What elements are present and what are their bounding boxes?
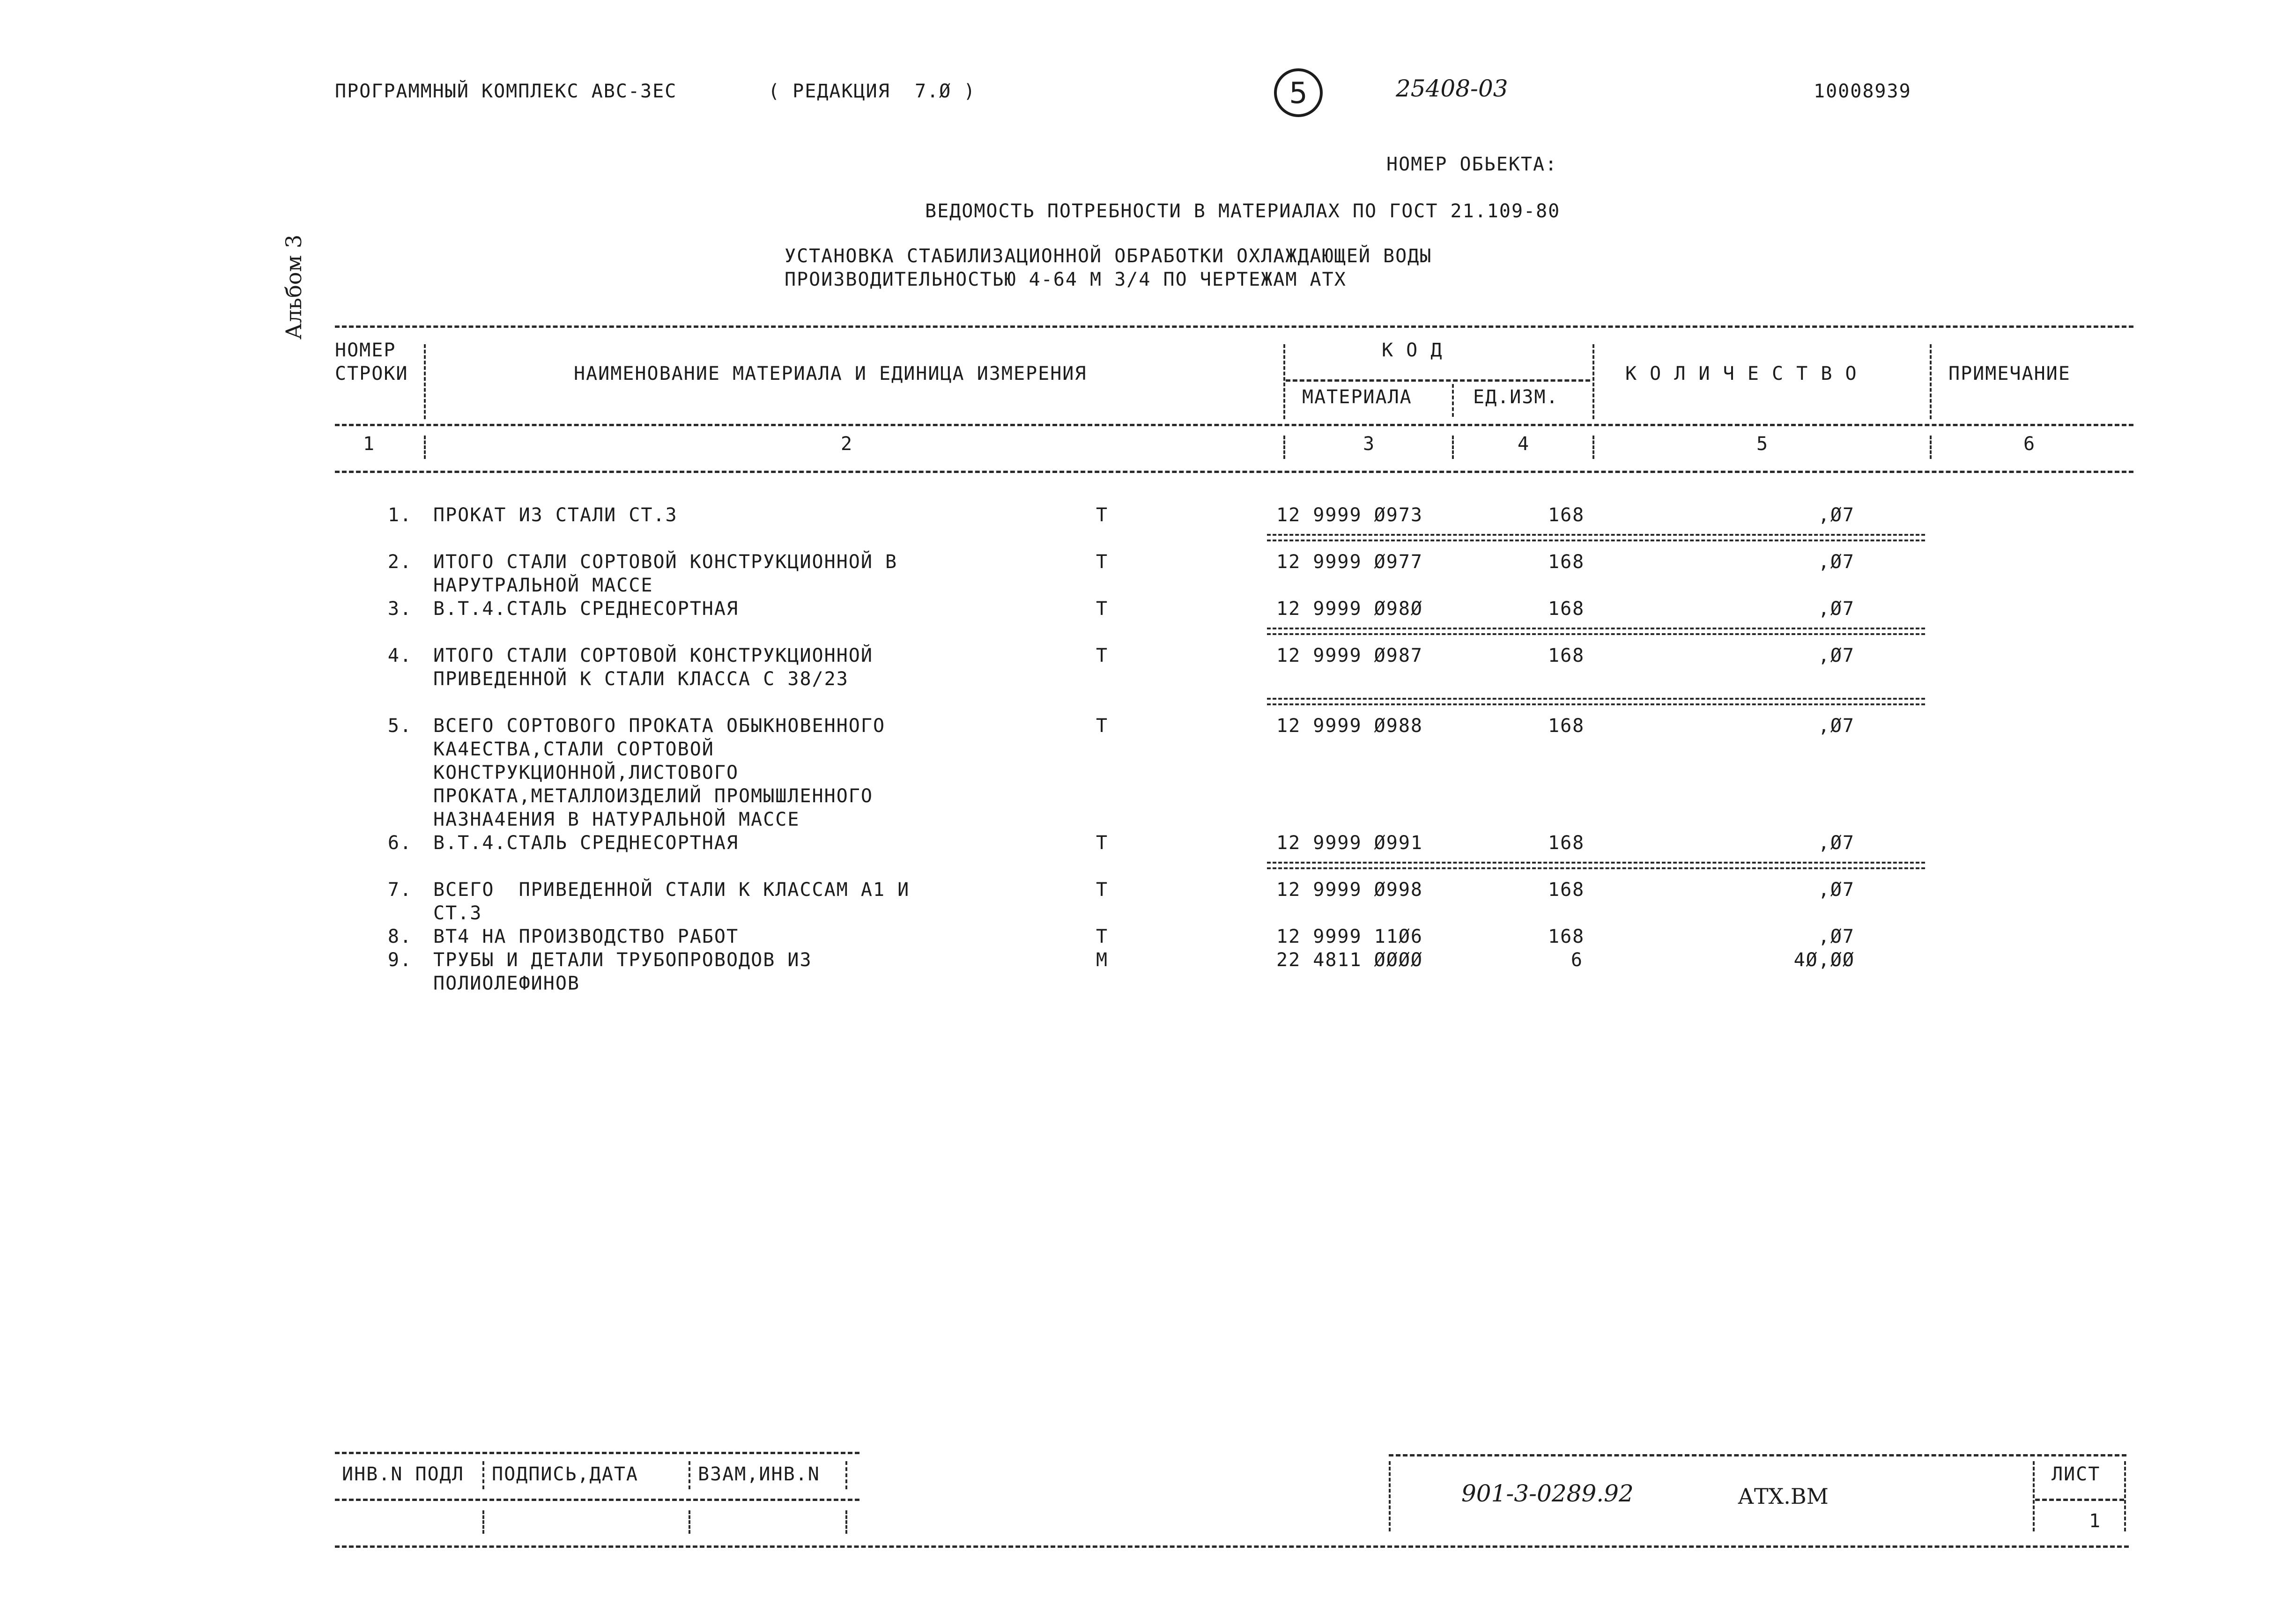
row-qty: ,Ø7 <box>1818 879 1855 901</box>
row-number: 8. <box>387 926 412 947</box>
sig-rule-top <box>335 1452 859 1454</box>
row-unit: Т <box>1096 832 1109 854</box>
subtitle-line-1: УСТАНОВКА СТАБИЛИЗАЦИОННОЙ ОБРАБОТКИ ОХЛАЖДАЮЩЕЙ ВОДЫ <box>785 245 1432 267</box>
row-name: ИТОГО СТАЛИ СОРТОВОЙ КОНСТРУКЦИОННОЙ ПРИВЕДЕННОЙ К СТАЛИ КЛАССА С 38/23 <box>433 645 873 690</box>
num-divider-4 <box>1592 436 1594 459</box>
edition: ( РЕДАКЦИЯ 7.Ø ) <box>768 81 976 102</box>
row-qty: ,Ø7 <box>1818 645 1855 666</box>
sig-rule-mid <box>335 1499 859 1501</box>
row-qty: ,Ø7 <box>1818 551 1855 573</box>
row-qty: ,Ø7 <box>1818 832 1855 854</box>
sheet-number: 1 <box>2089 1510 2102 1532</box>
row-name: ИТОГО СТАЛИ СОРТОВОЙ КОНСТРУКЦИОННОЙ В НАРУТРАЛЬНОЙ МАССЕ <box>433 551 898 596</box>
num-divider-1 <box>424 436 426 459</box>
row-code: 12 9999 11Ø6 <box>1276 926 1423 947</box>
row-ed: 168 <box>1548 715 1585 737</box>
replace-label: ВЗАМ,ИНВ.N <box>698 1464 820 1485</box>
handwritten-code: 25408-03 <box>1396 75 1508 102</box>
row-ed: 168 <box>1548 551 1585 573</box>
stamp-rule-top <box>1389 1454 2126 1456</box>
row-qty: ,Ø7 <box>1818 715 1855 737</box>
sheet-circle-badge <box>1274 68 1323 117</box>
total-double-rule <box>1267 698 1925 705</box>
stamp-code: 901-3-0289.92 <box>1461 1480 1634 1507</box>
num-divider-2 <box>1283 436 1285 459</box>
header-rownum-2: СТРОКИ <box>335 363 408 384</box>
header-bottom-rule <box>335 471 2133 473</box>
signature-label: ПОДПИСЬ,ДАТА <box>492 1464 638 1485</box>
header-name: НАИМЕНОВАНИЕ МАТЕРИАЛА И ЕДИНИЦА ИЗМЕРЕНИЯ <box>574 363 1087 384</box>
document-number: 10008939 <box>1814 81 1911 102</box>
row-name: ВСЕГО СОРТОВОГО ПРОКАТА ОБЫКНОВЕННОГО КА4ЕСТВА,СТАЛИ СОРТОВОЙ КОНСТРУКЦИОННОЙ,ЛИСТОВОГО ПРОКАТА,МЕТАЛЛОИЗДЕЛИЙ ПРОМЫШЛЕННОГО НАЗНА4ЕНИЯ В НАТУРАЛЬНОЙ МАССЕ <box>433 715 886 830</box>
circle-number: 5 <box>1289 75 1308 110</box>
row-number: 9. <box>387 949 412 971</box>
colnum-3: 3 <box>1363 433 1376 455</box>
row-number: 1. <box>387 504 412 526</box>
total-double-rule <box>1267 534 1925 541</box>
row-ed: 168 <box>1548 504 1585 526</box>
code-split-rule <box>1286 379 1590 382</box>
row-code: 12 9999 Ø987 <box>1276 645 1423 666</box>
stamp-suffix: АТХ.ВМ <box>1738 1484 1829 1509</box>
num-divider-5 <box>1930 436 1932 459</box>
row-qty: ,Ø7 <box>1818 598 1855 620</box>
stamp-sheet-rule <box>2035 1499 2124 1501</box>
sig-divider-1 <box>482 1461 484 1489</box>
row-unit: Т <box>1096 879 1109 901</box>
header-unit: ЕД.ИЗМ. <box>1473 386 1559 408</box>
sheet-label: ЛИСТ <box>2052 1464 2101 1485</box>
row-unit: Т <box>1096 715 1109 737</box>
stamp-sheet-divider <box>2033 1461 2035 1531</box>
total-double-rule <box>1267 862 1925 869</box>
row-name: ПРОКАТ ИЗ СТАЛИ СТ.3 <box>433 504 678 526</box>
row-number: 7. <box>387 879 412 901</box>
row-name: В.Т.4.СТАЛЬ СРЕДНЕСОРТНАЯ <box>433 832 739 854</box>
row-ed: 6 <box>1570 949 1583 971</box>
row-code: 12 9999 Ø973 <box>1276 504 1423 526</box>
object-number-label: НОМЕР ОБЬЕКТА: <box>1386 154 1558 175</box>
album-side-label: Альбом 3 <box>281 234 306 340</box>
page-title: ВЕДОМОСТЬ ПОТРЕБНОСТИ В МАТЕРИАЛАХ ПО ГОСТ 21.109-80 <box>925 200 1561 222</box>
header-material: МАТЕРИАЛА <box>1302 386 1412 408</box>
total-double-rule <box>1267 628 1925 635</box>
colnum-1: 1 <box>363 433 376 455</box>
stamp-left-border <box>1389 1461 1391 1531</box>
row-qty: ,Ø7 <box>1818 504 1855 526</box>
row-code: 12 9999 Ø98Ø <box>1276 598 1423 620</box>
row-name: ВСЕГО ПРИВЕДЕННОЙ СТАЛИ К КЛАССАМ А1 И СТ.3 <box>433 879 910 924</box>
colnum-4: 4 <box>1518 433 1530 455</box>
row-ed: 168 <box>1548 645 1585 666</box>
row-unit: Т <box>1096 598 1109 620</box>
sig-divider-2 <box>689 1461 690 1489</box>
row-qty: 4Ø,ØØ <box>1793 949 1855 971</box>
row-name: ТРУБЫ И ДЕТАЛИ ТРУБОПРОВОДОВ ИЗ ПОЛИОЛЕФИНОВ <box>433 949 812 994</box>
header-mid-rule <box>335 424 2133 426</box>
row-name: В.Т.4.СТАЛЬ СРЕДНЕСОРТНАЯ <box>433 598 739 620</box>
row-qty: ,Ø7 <box>1818 926 1855 947</box>
col-divider-3 <box>1592 344 1594 419</box>
row-unit: Т <box>1096 926 1109 947</box>
num-divider-3 <box>1452 436 1454 459</box>
row-number: 5. <box>387 715 412 737</box>
row-number: 3. <box>387 598 412 620</box>
row-unit: Т <box>1096 645 1109 666</box>
row-code: 12 9999 Ø991 <box>1276 832 1423 854</box>
row-code: 12 9999 Ø988 <box>1276 715 1423 737</box>
row-code: 12 9999 Ø977 <box>1276 551 1423 573</box>
col-divider-code <box>1452 384 1454 417</box>
row-unit: Т <box>1096 504 1109 526</box>
row-code: 12 9999 Ø998 <box>1276 879 1423 901</box>
row-ed: 168 <box>1548 832 1585 854</box>
row-ed: 168 <box>1548 926 1585 947</box>
header-rownum-1: НОМЕР <box>335 340 396 361</box>
subtitle-line-2: ПРОИЗВОДИТЕЛЬНОСТЬЮ 4-64 М 3/4 ПО ЧЕРТЕЖАМ АТХ <box>785 269 1347 290</box>
row-number: 4. <box>387 645 412 666</box>
stamp-right-border <box>2124 1461 2126 1531</box>
col-divider-2 <box>1283 344 1285 419</box>
sig-divider-3 <box>845 1461 847 1489</box>
row-unit: Т <box>1096 551 1109 573</box>
page-bottom-rule <box>335 1545 2129 1548</box>
colnum-6: 6 <box>2023 433 2036 455</box>
row-ed: 168 <box>1548 879 1585 901</box>
header-note: ПРИМЕЧАНИЕ <box>1948 363 2071 384</box>
row-number: 2. <box>387 551 412 573</box>
sig-divider-6 <box>845 1510 847 1534</box>
col-divider-4 <box>1930 344 1932 419</box>
row-ed: 168 <box>1548 598 1585 620</box>
inv-label: ИНВ.N ПОДЛ <box>342 1464 464 1485</box>
row-unit: М <box>1096 949 1109 971</box>
header-quantity: К О Л И Ч Е С Т В О <box>1625 363 1858 384</box>
header-top-rule <box>335 325 2133 328</box>
sig-divider-4 <box>482 1510 484 1534</box>
colnum-5: 5 <box>1756 433 1769 455</box>
row-code: 22 4811 ØØØØ <box>1276 949 1423 971</box>
row-number: 6. <box>387 832 412 854</box>
row-name: ВТ4 НА ПРОИЗВОДСТВО РАБОТ <box>433 926 739 947</box>
col-divider-1 <box>424 344 426 419</box>
sig-divider-5 <box>689 1510 690 1534</box>
header-code: К О Д <box>1382 340 1443 361</box>
colnum-2: 2 <box>841 433 853 455</box>
program-name: ПРОГРАММНЫЙ КОМПЛЕКС АВС-3ЕС <box>335 81 677 102</box>
